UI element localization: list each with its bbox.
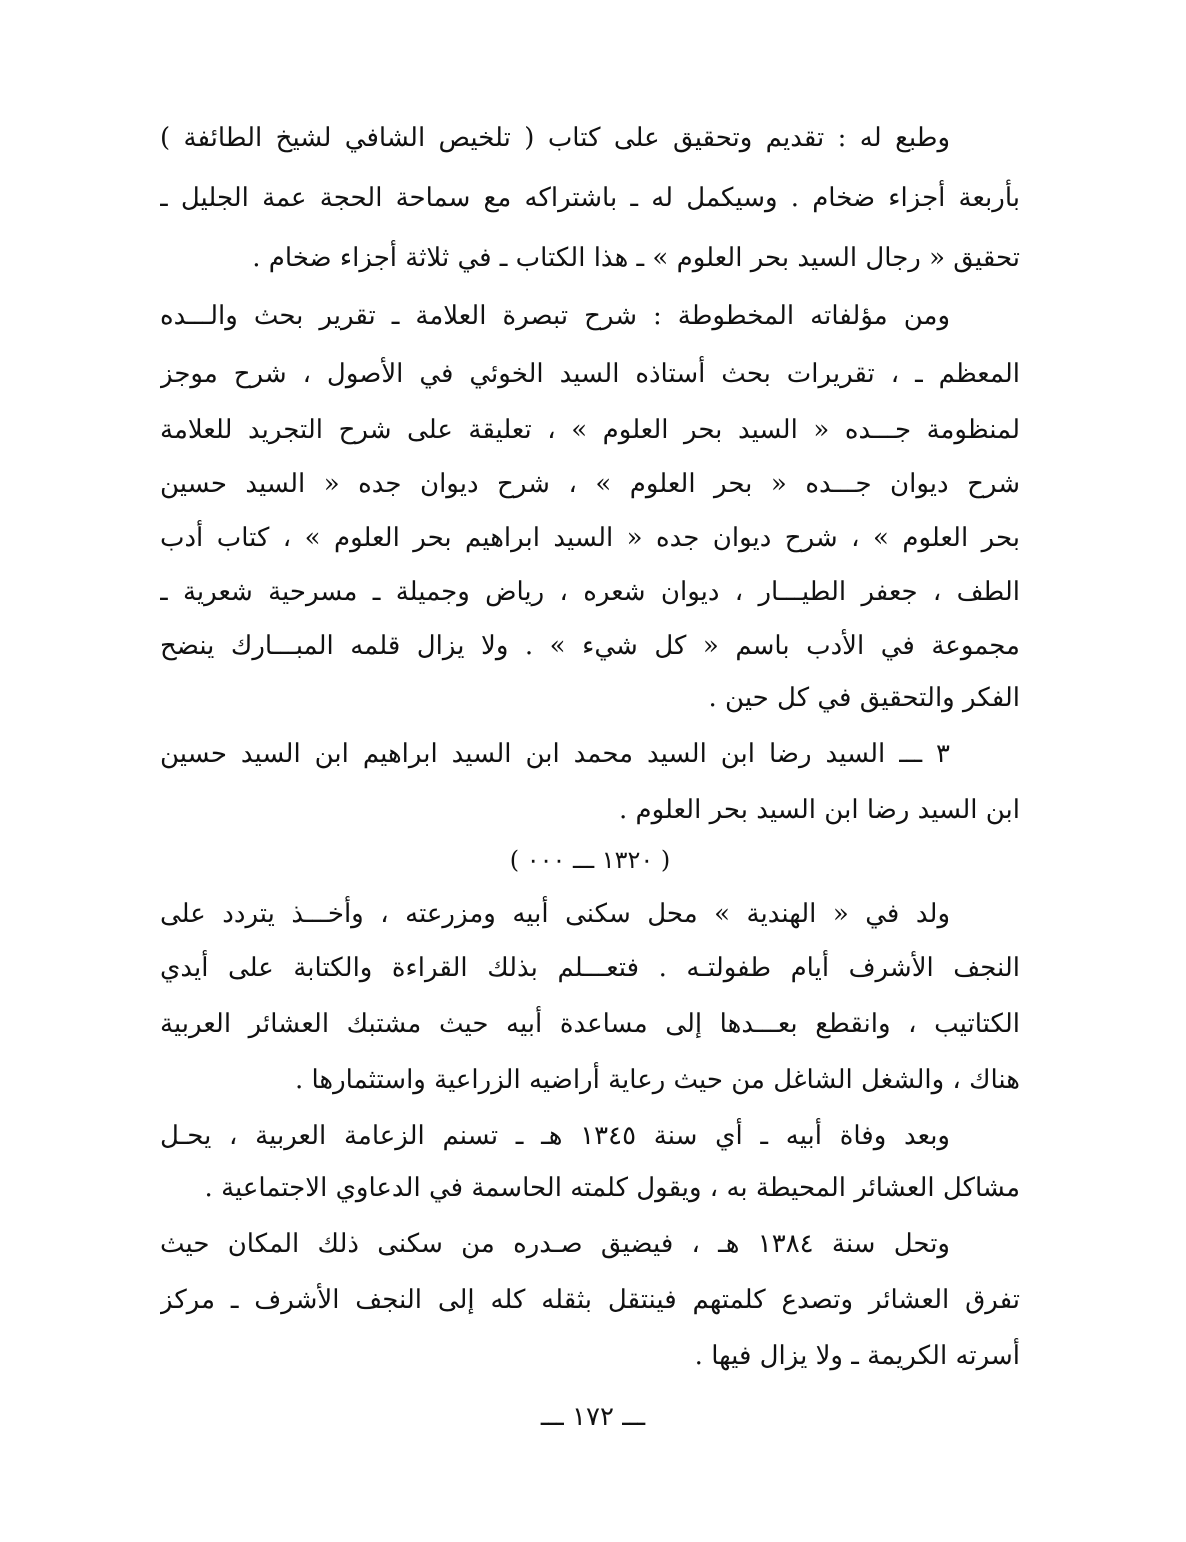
text-line: وبعد وفاة أبيه ـ أي سنة ١٣٤٥ هـ ـ تسنم الزعامة العربية ، يحـل (160, 1121, 950, 1151)
text-line: لمنظومة جـــده « السيد بحر العلوم » ، تعليقة على شرح التجريد للعلامة (160, 415, 1020, 445)
text-line: شرح ديوان جـــده « بحر العلوم » ، شرح ديوان جده « السيد حسين (160, 469, 1020, 499)
text-line: ابن السيد رضا ابن السيد بحر العلوم . (618, 795, 1020, 825)
text-line: ولد في « الهندية » محل سكنى أبيه ومزرعته ، وأخـــذ يتردد على (160, 899, 950, 929)
text-line: تفرق العشائر وتصدع كلمتهم فينتقل بثقله كله إلى النجف الأشرف ـ مركز (160, 1285, 1020, 1315)
text-line: مجموعة في الأدب باسم « كل شيء » . ولا يزال قلمه المبـــارك ينضح (160, 631, 1020, 661)
text-line: بحر العلوم » ، شرح ديوان جده « السيد ابراهيم بحر العلوم » ، كتاب أدب (160, 523, 1020, 553)
text-line: الطف ، جعفر الطيـــار ، ديوان شعره ، رياض وجميلة ـ مسرحية شعرية ـ (160, 577, 1020, 607)
text-line: الكتاتيب ، وانقطع بعـــدها إلى مساعدة أبيه حيث مشتبك العشائر العربية (160, 1009, 1020, 1039)
text-line: تحقيق « رجال السيد بحر العلوم » ـ هذا الكتاب ـ في ثلاثة أجزاء ضخام . (252, 243, 1020, 273)
text-line: وطبع له : تقديم وتحقيق على كتاب ( تلخيص الشافي لشيخ الطائفة ) (160, 123, 950, 153)
text-line: ٣ ـــ السيد رضا ابن السيد محمد ابن السيد ابراهيم ابن السيد حسين (160, 739, 950, 769)
text-line: وتحل سنة ١٣٨٤ هـ ، فيضيق صـدره من سكنى ذلك المكان حيث (160, 1229, 950, 1259)
text-line: هناك ، والشغل الشاغل من حيث رعاية أراضيه الزراعية واستثمارها . (294, 1065, 1020, 1095)
page-number: ـــ ١٧٢ ـــ (540, 1402, 646, 1432)
text-line: مشاكل العشائر المحيطة به ، ويقول كلمته الحاسمة في الدعاوي الاجتماعية . (204, 1173, 1020, 1203)
text-line: النجف الأشرف أيام طفولتـه . فتعـــلم بذلك القراءة والكتابة على أيدي (160, 953, 1020, 983)
years-heading: ( ١٣٢٠ ـــ ٠٠٠ ) (509, 846, 671, 874)
text-line: المعظم ـ ، تقريرات بحث أستاذه السيد الخوئي في الأصول ، شرح موجز (160, 359, 1020, 389)
text-line: أسرته الكريمة ـ ولا يزال فيها . (694, 1341, 1020, 1371)
text-line: ومن مؤلفاته المخطوطة : شرح تبصرة العلامة ـ تقرير بحث والـــده (160, 301, 950, 331)
text-line: الفكر والتحقيق في كل حين . (708, 683, 1020, 713)
text-line: بأربعة أجزاء ضخام . وسيكمل له ـ باشتراكه مع سماحة الحجة عمة الجليل ـ (160, 183, 1020, 213)
